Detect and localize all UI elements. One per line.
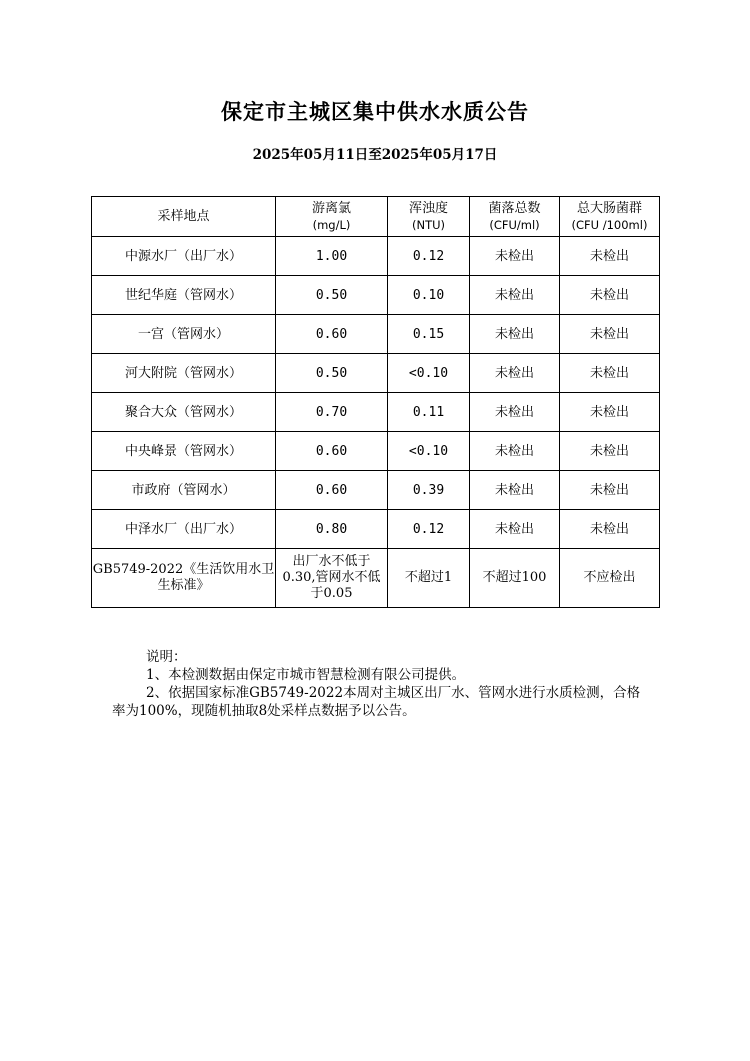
- header-coliform: [560, 197, 660, 237]
- standard-chlorine-cell: 出厂水不低于0.30,管网水不低于0.05: [276, 549, 388, 608]
- header-label: 游离氯: [311, 200, 351, 216]
- notes-section: [112, 648, 652, 720]
- colony-cell: 未检出: [470, 237, 560, 276]
- turbidity-cell: <0.10: [388, 432, 470, 471]
- site-cell: 聚合大众（管网水）: [92, 393, 276, 432]
- table-row: [92, 471, 660, 510]
- header-turbidity: [388, 197, 470, 237]
- coliform-cell: 未检出: [560, 276, 660, 315]
- table-row: [92, 393, 660, 432]
- standard-colony-cell: 不超过100: [470, 549, 560, 608]
- table-row: [92, 237, 660, 276]
- chlorine-cell: 0.70: [276, 393, 388, 432]
- coliform-cell: 未检出: [560, 432, 660, 471]
- site-cell: 一宫（管网水）: [92, 315, 276, 354]
- turbidity-cell: 0.12: [388, 510, 470, 549]
- turbidity-cell: 0.10: [388, 276, 470, 315]
- header-unit: (mg/L): [312, 217, 351, 232]
- table-header-row: [92, 197, 660, 237]
- colony-cell: 未检出: [470, 432, 560, 471]
- coliform-cell: 未检出: [560, 510, 660, 549]
- header-chlorine: [276, 197, 388, 237]
- colony-cell: 未检出: [470, 276, 560, 315]
- standard-name-cell: GB5749-2022《生活饮用水卫生标准》: [92, 549, 276, 608]
- chlorine-cell: 0.50: [276, 354, 388, 393]
- table-row: [92, 510, 660, 549]
- note-item: 2、依据国家标准GB5749-2022本周对主城区出厂水、管网水进行水质检测，合格率为100%，现随机抽取8处采样点数据予以公告。: [112, 685, 641, 719]
- site-cell: 中央峰景（管网水）: [92, 432, 276, 471]
- coliform-cell: 未检出: [560, 393, 660, 432]
- site-cell: 河大附院（管网水）: [92, 354, 276, 393]
- colony-cell: 未检出: [470, 510, 560, 549]
- chlorine-cell: 0.60: [276, 471, 388, 510]
- turbidity-cell: 0.12: [388, 237, 470, 276]
- colony-cell: 未检出: [470, 471, 560, 510]
- colony-cell: 未检出: [470, 354, 560, 393]
- turbidity-cell: <0.10: [388, 354, 470, 393]
- header-site: [92, 197, 276, 237]
- coliform-cell: 未检出: [560, 237, 660, 276]
- standard-turbidity-cell: 不超过1: [388, 549, 470, 608]
- turbidity-cell: 0.15: [388, 315, 470, 354]
- coliform-cell: 未检出: [560, 471, 660, 510]
- header-unit: (CFU/ml): [489, 217, 540, 232]
- site-cell: 世纪华庭（管网水）: [92, 276, 276, 315]
- table-row: [92, 315, 660, 354]
- colony-cell: 未检出: [470, 393, 560, 432]
- note-item: 1、本检测数据由保定市城市智慧检测有限公司提供。: [146, 667, 466, 683]
- table-row: [92, 432, 660, 471]
- report-period: 2025年05月11日至2025年05月17日: [252, 147, 498, 163]
- header-colony: [470, 197, 560, 237]
- chlorine-cell: 0.60: [276, 315, 388, 354]
- header-label: 采样地点: [157, 209, 210, 224]
- chlorine-cell: 0.60: [276, 432, 388, 471]
- chlorine-cell: 0.50: [276, 276, 388, 315]
- site-cell: 中泽水厂（出厂水）: [92, 510, 276, 549]
- header-label: 总大肠菌群: [576, 200, 642, 216]
- site-cell: 中源水厂（出厂水）: [92, 237, 276, 276]
- table-row: [92, 276, 660, 315]
- turbidity-cell: 0.11: [388, 393, 470, 432]
- header-label: 浑浊度: [408, 200, 448, 216]
- water-quality-table: [91, 196, 660, 608]
- page-title: 保定市主城区集中供水水质公告: [221, 99, 529, 124]
- standard-row: [92, 549, 660, 608]
- chlorine-cell: 0.80: [276, 510, 388, 549]
- notes-heading: 说明：: [146, 649, 187, 665]
- standard-coliform-cell: 不应检出: [560, 549, 660, 608]
- turbidity-cell: 0.39: [388, 471, 470, 510]
- site-cell: 市政府（管网水）: [92, 471, 276, 510]
- colony-cell: 未检出: [470, 315, 560, 354]
- header-unit: (NTU): [411, 217, 446, 232]
- coliform-cell: 未检出: [560, 354, 660, 393]
- chlorine-cell: 1.00: [276, 237, 388, 276]
- header-label: 菌落总数: [488, 200, 541, 216]
- table-row: [92, 354, 660, 393]
- coliform-cell: 未检出: [560, 315, 660, 354]
- header-unit: (CFU /100ml): [571, 217, 648, 232]
